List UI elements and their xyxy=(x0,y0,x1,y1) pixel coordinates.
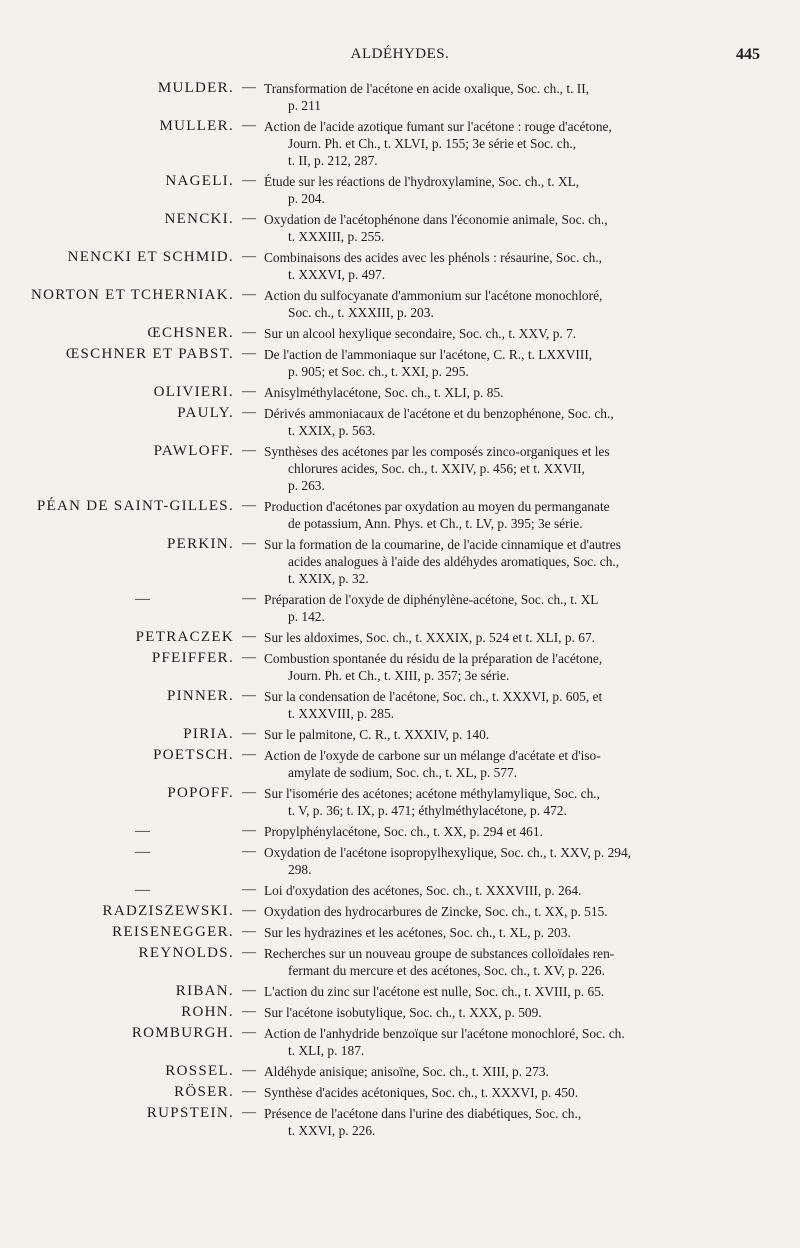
entry-description xyxy=(264,80,696,114)
ditto-mark: — xyxy=(135,823,150,839)
author-name: ŒCHSNER. xyxy=(147,325,234,341)
entry-dash: — xyxy=(242,1105,256,1120)
entry-dash: — xyxy=(242,688,256,703)
entry-description xyxy=(264,287,696,321)
description-line: Recherches sur un nouveau groupe de substances colloïdales ren- xyxy=(264,946,615,961)
entry-dash: — xyxy=(242,249,256,264)
entry-description xyxy=(264,325,696,342)
author-name: REISENEGGER. xyxy=(112,924,234,940)
entry-dash: — xyxy=(242,823,256,838)
author-name: PAWLOFF. xyxy=(153,443,234,459)
author-name: PAULY. xyxy=(177,405,234,421)
description-line: t. II, p. 212, 287. xyxy=(288,153,378,168)
author-name: REYNOLDS. xyxy=(138,945,234,961)
entry-dash: — xyxy=(242,405,256,420)
entry-description xyxy=(264,823,696,840)
description-line: Sur la formation de la coumarine, de l'acide cinnamique et d'autres xyxy=(264,537,621,552)
entry-description xyxy=(264,1063,696,1080)
description-line: Action de l'anhydride benzoïque sur l'acétone monochloré, Soc. ch. xyxy=(264,1026,625,1041)
description-line: Sur les hydrazines et les acétones, Soc. ch., t. XL, p. 203. xyxy=(264,925,571,940)
author-name: PÉAN DE SAINT-GILLES. xyxy=(36,498,234,514)
page-header xyxy=(0,46,800,70)
description-line: De l'action de l'ammoniaque sur l'acétone, C. R., t. LXXVIII, xyxy=(264,347,593,362)
author-name: MULLER. xyxy=(159,118,234,134)
entry-description xyxy=(264,945,696,979)
entry-description xyxy=(264,443,696,494)
entry-dash: — xyxy=(242,882,256,897)
description-line: p. 142. xyxy=(288,609,325,624)
description-line: Sur la condensation de l'acétone, Soc. ch., t. XXXVI, p. 605, et xyxy=(264,689,603,704)
author-name: RUPSTEIN. xyxy=(146,1105,234,1121)
entry-description xyxy=(264,1025,696,1059)
description-line: t. XXXIII, p. 255. xyxy=(288,229,385,244)
author-name: NORTON ET TCHERNIAK. xyxy=(30,287,234,303)
description-line: Combinaisons des acides avec les phénols : résaurine, Soc. ch., xyxy=(264,250,603,265)
entry-description xyxy=(264,903,696,920)
entry-description xyxy=(264,536,696,587)
description-line: p. 211 xyxy=(288,98,321,113)
entry-description xyxy=(264,591,696,625)
description-line: t. XXXVI, p. 497. xyxy=(288,267,386,282)
entry-dash: — xyxy=(242,726,256,741)
entry-dash: — xyxy=(242,1025,256,1040)
description-line: chlorures acides, Soc. ch., t. XXIV, p. 456; et t. XXVII, xyxy=(288,461,585,476)
entry-dash: — xyxy=(242,498,256,513)
entry-dash: — xyxy=(242,924,256,939)
description-line: Oxydation des hydrocarbures de Zincke, Soc. ch., t. XX, p. 515. xyxy=(264,904,608,919)
entry-dash: — xyxy=(242,591,256,606)
description-line: Action de l'acide azotique fumant sur l'acétone : rouge d'acétone, xyxy=(264,119,612,134)
entry-description xyxy=(264,249,696,283)
author-name: RADZISZEWSKI. xyxy=(102,903,234,919)
entry-description xyxy=(264,983,696,1000)
description-line: t. XLI, p. 187. xyxy=(288,1043,365,1058)
entry-dash: — xyxy=(242,536,256,551)
author-name: RIBAN. xyxy=(175,983,234,999)
entry-description xyxy=(264,211,696,245)
entry-dash: — xyxy=(242,747,256,762)
author-name: PINNER. xyxy=(166,688,234,704)
description-line: Sur un alcool hexylique secondaire, Soc. ch., t. XXV, p. 7. xyxy=(264,326,577,341)
entry-description xyxy=(264,882,696,899)
author-name: OLIVIERI. xyxy=(153,384,234,400)
entry-description xyxy=(264,688,696,722)
author-name: NENCKI ET SCHMID. xyxy=(67,249,234,265)
author-name: ROSSEL. xyxy=(165,1063,234,1079)
description-line: Soc. ch., t. XXXIII, p. 203. xyxy=(288,305,434,320)
description-line: Oxydation de l'acétophénone dans l'économie animale, Soc. ch., xyxy=(264,212,608,227)
description-line: fermant du mercure et des acétones, Soc. ch., t. XV, p. 226. xyxy=(288,963,605,978)
entry-dash: — xyxy=(242,118,256,133)
entry-dash: — xyxy=(242,1004,256,1019)
entry-description xyxy=(264,173,696,207)
entry-dash: — xyxy=(242,650,256,665)
description-line: Synthèse d'acides acétoniques, Soc. ch., t. XXXVI, p. 450. xyxy=(264,1085,579,1100)
entry-dash: — xyxy=(242,983,256,998)
description-line: Anisylméthylacétone, Soc. ch., t. XLI, p. 85. xyxy=(264,385,504,400)
description-line: Oxydation de l'acétone isopropylhexylique, Soc. ch., t. XXV, p. 294, xyxy=(264,845,631,860)
author-name: PERKIN. xyxy=(166,536,234,552)
entry-dash: — xyxy=(242,325,256,340)
entry-dash: — xyxy=(242,785,256,800)
description-line: t. XXXVIII, p. 285. xyxy=(288,706,394,721)
author-name: ŒSCHNER ET PABST. xyxy=(65,346,234,362)
description-line: Journ. Ph. et Ch., t. XLVI, p. 155; 3e série et Soc. ch., xyxy=(288,136,577,151)
description-line: Action de l'oxyde de carbone sur un mélange d'acétate et d'iso- xyxy=(264,748,601,763)
description-line: 298. xyxy=(288,862,312,877)
ditto-mark: — xyxy=(135,882,150,898)
entry-dash: — xyxy=(242,844,256,859)
description-line: Sur l'isomérie des acétones; acétone méthylamylique, Soc. ch., xyxy=(264,786,600,801)
entry-dash: — xyxy=(242,1084,256,1099)
entry-description xyxy=(264,384,696,401)
entry-dash: — xyxy=(242,945,256,960)
description-line: Transformation de l'acétone en acide oxalique, Soc. ch., t. II, xyxy=(264,81,590,96)
description-line: acides analogues à l'aide des aldéhydes aromatiques, Soc. ch., xyxy=(288,554,620,569)
author-name: NENCKI. xyxy=(164,211,234,227)
description-line: t. XXIX, p. 32. xyxy=(288,571,369,586)
description-line: L'action du zinc sur l'acétone est nulle, Soc. ch., t. XVIII, p. 65. xyxy=(264,984,605,999)
description-line: Préparation de l'oxyde de diphénylène-acétone, Soc. ch., t. XL xyxy=(264,592,599,607)
entry-description xyxy=(264,1105,696,1139)
author-name: ROHN. xyxy=(181,1004,234,1020)
entry-dash: — xyxy=(242,287,256,302)
author-name: POETSCH. xyxy=(153,747,234,763)
entry-description xyxy=(264,1004,696,1021)
author-name: MULDER. xyxy=(157,80,234,96)
entry-description xyxy=(264,924,696,941)
entry-dash: — xyxy=(242,443,256,458)
entry-dash: — xyxy=(242,384,256,399)
entry-dash: — xyxy=(242,211,256,226)
description-line: Présence de l'acétone dans l'urine des diabétiques, Soc. ch., xyxy=(264,1106,582,1121)
author-name: PFEIFFER. xyxy=(151,650,234,666)
entry-description xyxy=(264,1084,696,1101)
description-line: Synthèses des acétones par les composés zinco-organiques et les xyxy=(264,444,610,459)
entry-description xyxy=(264,785,696,819)
entry-dash: — xyxy=(242,346,256,361)
entry-description xyxy=(264,346,696,380)
description-line: Combustion spontanée du résidu de la préparation de l'acétone, xyxy=(264,651,603,666)
entry-description xyxy=(264,650,696,684)
description-line: Étude sur les réactions de l'hydroxylamine, Soc. ch., t. XL, xyxy=(264,174,580,189)
description-line: Aldéhyde anisique; anisoïne, Soc. ch., t. XIII, p. 273. xyxy=(264,1064,549,1079)
entry-description xyxy=(264,405,696,439)
author-name: ROMBURGH. xyxy=(131,1025,234,1041)
entry-dash: — xyxy=(242,1063,256,1078)
description-line: Journ. Ph. et Ch., t. XIII, p. 357; 3e série. xyxy=(288,668,510,683)
description-line: t. V, p. 36; t. IX, p. 471; éthylméthylacétone, p. 472. xyxy=(288,803,567,818)
entry-dash: — xyxy=(242,173,256,188)
entry-dash: — xyxy=(242,629,256,644)
description-line: de potassium, Ann. Phys. et Ch., t. LV, p. 395; 3e série. xyxy=(288,516,583,531)
description-line: p. 905; et Soc. ch., t. XXI, p. 295. xyxy=(288,364,469,379)
description-line: Loi d'oxydation des acétones, Soc. ch., t. XXXVIII, p. 264. xyxy=(264,883,582,898)
author-name: NAGELI. xyxy=(165,173,234,189)
entry-description xyxy=(264,747,696,781)
description-line: p. 204. xyxy=(288,191,325,206)
description-line: Action du sulfocyanate d'ammonium sur l'acétone monochloré, xyxy=(264,288,603,303)
entry-description xyxy=(264,498,696,532)
author-name: PETRACZEK xyxy=(135,629,234,645)
author-name: POPOFF. xyxy=(167,785,234,801)
entry-dash: — xyxy=(242,903,256,918)
description-line: Sur les aldoximes, Soc. ch., t. XXXIX, p. 524 et t. XLI, p. 67. xyxy=(264,630,596,645)
ditto-mark: — xyxy=(135,591,150,607)
entry-description xyxy=(264,629,696,646)
description-line: t. XXVI, p. 226. xyxy=(288,1123,376,1138)
description-line: Sur l'acétone isobutylique, Soc. ch., t. XXX, p. 509. xyxy=(264,1005,542,1020)
description-line: Production d'acétones par oxydation au moyen du permanganate xyxy=(264,499,610,514)
description-line: t. XXIX, p. 563. xyxy=(288,423,376,438)
author-name: RÖSER. xyxy=(174,1084,234,1100)
entry-description xyxy=(264,726,696,743)
description-line: amylate de sodium, Soc. ch., t. XL, p. 577. xyxy=(288,765,518,780)
description-line: Sur le palmitone, C. R., t. XXXIV, p. 140. xyxy=(264,727,490,742)
description-line: Propylphénylacétone, Soc. ch., t. XX, p. 294 et 461. xyxy=(264,824,543,839)
ditto-mark: — xyxy=(135,844,150,860)
page-number: 445 xyxy=(736,46,760,63)
running-title: ALDÉHYDES. xyxy=(350,46,450,62)
description-line: p. 263. xyxy=(288,478,325,493)
entry-description xyxy=(264,118,696,169)
entry-description xyxy=(264,844,696,878)
entry-dash: — xyxy=(242,80,256,95)
author-name: PIRIA. xyxy=(183,726,234,742)
description-line: Dérivés ammoniacaux de l'acétone et du benzophénone, Soc. ch., xyxy=(264,406,614,421)
